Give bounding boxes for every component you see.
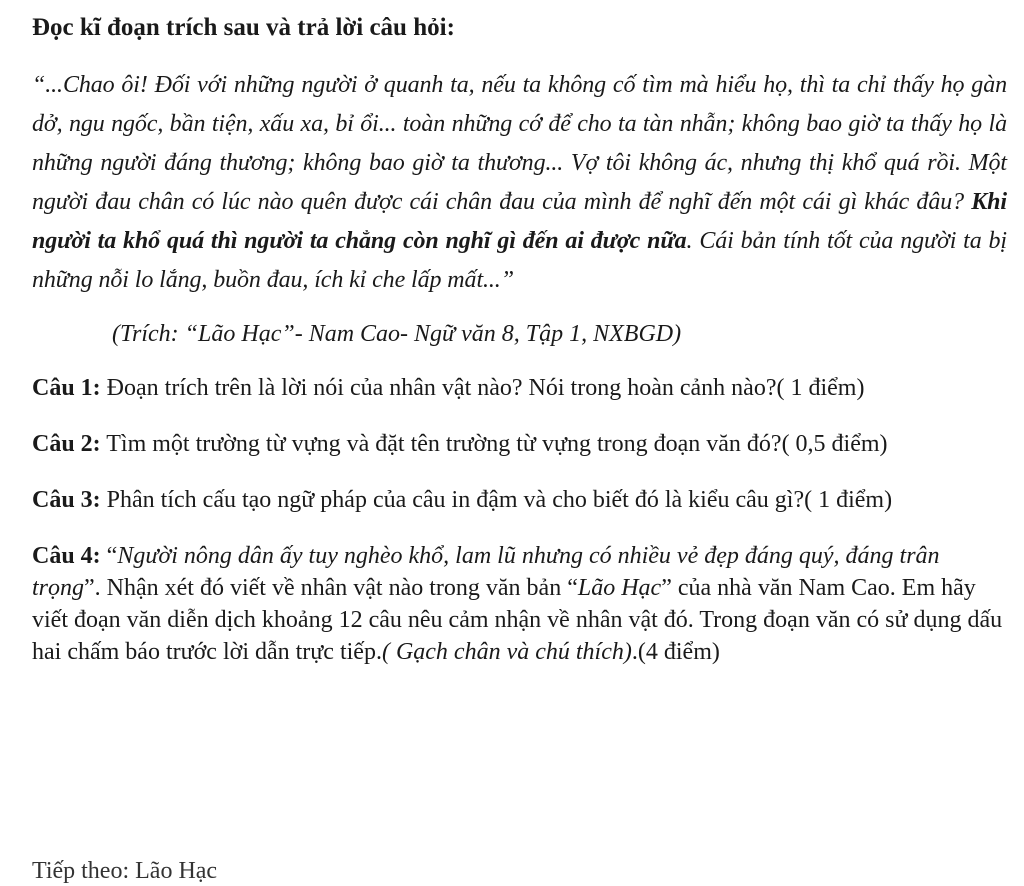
passage-bold-sentence: Khi người ta khổ quá thì người ta chẳng còn nghĩ gì đến ai được nữa xyxy=(32,189,1007,254)
question-4-points: .(4 điểm) xyxy=(631,639,720,665)
question-2 xyxy=(32,428,1007,460)
instruction-heading: Đọc kĩ đoạn trích sau và trả lời câu hỏi: xyxy=(32,14,455,41)
question-1 xyxy=(32,372,1007,404)
question-3-text: Phân tích cấu tạo ngữ pháp của câu in đậm và cho biết đó là kiểu câu gì?( 1 điểm) xyxy=(100,487,893,513)
question-2-text: Tìm một trường từ vựng và đặt tên trường từ vựng trong đoạn văn đó?( 0,5 điểm) xyxy=(100,431,888,457)
question-4-text-c: ” của nhà văn Nam Cao. Em hãy viết đoạn văn diễn dịch khoảng 12 câu nêu cảm nhận về nhân vật đó. Trong đoạn văn có sử dụng dấu hai chấm báo trước lời dẫn trực tiếp. xyxy=(32,575,1003,665)
question-4 xyxy=(32,540,1007,668)
question-3-label: Câu 3: xyxy=(32,487,101,513)
question-4-quote: Người nông dân ấy tuy nghèo khổ, lam lũ nhưng có nhiều vẻ đẹp đáng quý, đáng trân trọng xyxy=(32,543,940,601)
cut-off-next-line: Tiếp theo: Lão Hạc xyxy=(32,858,218,884)
excerpt-passage xyxy=(32,66,1007,300)
excerpt-source: (Trích: “Lão Hạc”- Nam Cao- Ngữ văn 8, Tập 1, NXBGD) xyxy=(112,321,682,347)
question-1-label: Câu 1: xyxy=(32,375,101,401)
question-3 xyxy=(32,484,1007,516)
question-4-note: ( Gạch chân và chú thích) xyxy=(381,639,632,665)
question-1-text: Đoạn trích trên là lời nói của nhân vật nào? Nói trong hoàn cảnh nào?( 1 điểm) xyxy=(100,375,865,401)
question-4-text-a: “ xyxy=(100,543,118,569)
question-4-text-b: ”. Nhận xét đó viết về nhân vật nào trong văn bản “ xyxy=(84,575,578,601)
question-4-label: Câu 4: xyxy=(32,543,101,569)
question-2-label: Câu 2: xyxy=(32,431,101,457)
passage-text-2: . Cái bản tính tốt của người ta bị những nỗi lo lắng, buồn đau, ích kỉ che lấp mất...” xyxy=(32,228,1007,293)
document-page xyxy=(32,12,1007,668)
question-4-work-title: Lão Hạc xyxy=(577,575,662,601)
passage-text-1: “...Chao ôi! Đối với những người ở quanh ta, nếu ta không cố tìm mà hiểu họ, thì ta chỉ thấy họ gàn dở, ngu ngốc, bần tiện, xấu xa, bỉ ổi... toàn những cớ để cho ta tàn nhẫn; không bao giờ ta thấy họ là những người đáng thương; không bao giờ ta thương... Vợ tôi không ác, nhưng thị khổ quá rồi. Một người đau chân có lúc nào quên được cái chân đau của mình để nghĩ đến một cái gì khác đâu? xyxy=(32,72,1007,215)
